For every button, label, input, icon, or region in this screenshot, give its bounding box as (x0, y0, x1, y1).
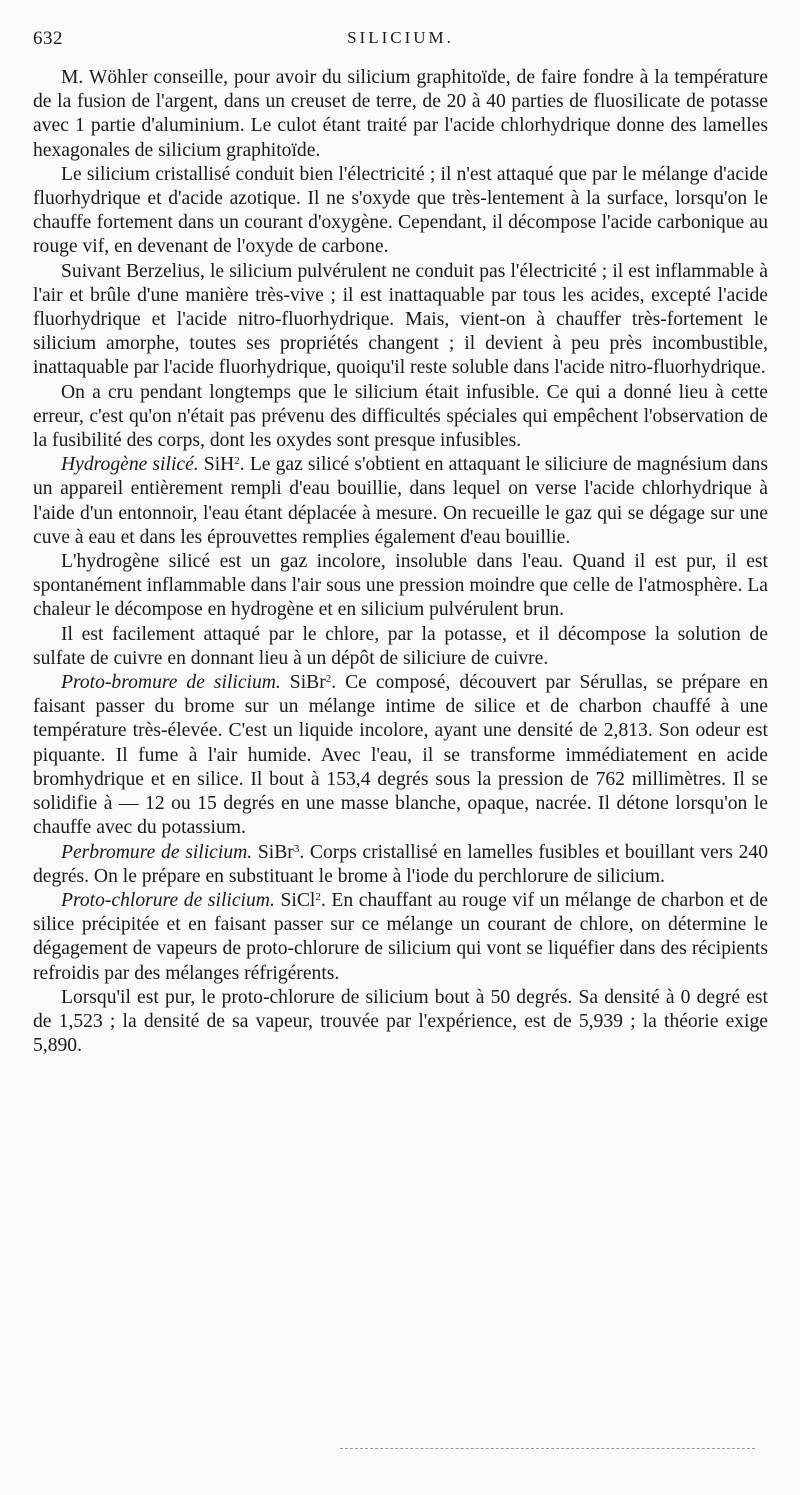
paragraph-proto-chlorure: Proto-chlorure de silicium. SiCl$^2$. En chauffant au rouge vif un mélange de charbon et de silice précipitée et en faisant passer sur ce mélange un courant de chlore, on détermine le dégagement de vapeurs de proto-chlorure de silicium qui vont se liquéfier dans des récipients refroidis par des mélanges réfrigérents. (33, 889, 768, 984)
body-text (33, 66, 768, 1058)
paragraph-berzelius: Suivant Berzelius, le silicium pulvérulent ne conduit pas l'électricité ; il est inflammable à l'air et brûle d'une manière très-vive ; il est inattaquable par tous les acides, excepté l'acide fluorhydrique et l'acide nitro-fluorhydrique. Mais, vient-on à chauffer très-fortement le silicium amorphe, toutes ses propriétés changent ; il devient à peu près incombustible, inattaquable par l'acide fluorhydrique, quoiqu'il reste soluble dans l'acide nitro-fluorhydrique. (33, 260, 768, 379)
formula: SiBr$^3$. (257, 841, 305, 863)
paragraph-chlore-attack: Il est facilement attaqué par le chlore, par la potasse, et il décompose la solution de sulfate de cuivre en donnant lieu à un dépôt de siliciure de cuivre. (33, 623, 768, 669)
footer-rule (340, 1448, 755, 1449)
section-heading: Hydrogène silicé. (61, 454, 199, 476)
formula: SiCl$^2$. (280, 889, 326, 911)
section-heading: Proto-bromure de silicium. (61, 672, 281, 694)
paragraph-conductivity: Le silicium cristallisé conduit bien l'électricité ; il n'est attaqué que par le mélange d'acide fluorhydrique et d'acide azotique. Il ne s'oxyde que très-lentement à la surface, lorsqu'on le chauffe fortement dans un courant d'oxygène. Cependant, il décompose l'acide carbonique au rouge vif, en devenant de l'oxyde de carbone. (33, 163, 768, 258)
paragraph-hydrogene-silice: Hydrogène silicé. SiH$^2$. Le gaz silicé s'obtient en attaquant le siliciure de magnésium dans un appareil entièrement rempli d'eau bouillie, dans lequel on verse l'acide chlorhydrique à l'aide d'un entonnoir, l'eau étant déplacée à mesure. On recueille le gaz qui se dégage sur une cuve à eau et dans les éprouvettes remplies également d'eau bouillie. (33, 454, 768, 548)
paragraph-wohler: M. Wöhler conseille, pour avoir du silicium graphitoïde, de faire fondre à la température de la fusion de l'argent, dans un creuset de terre, de 20 à 40 parties de fluosilicate de potasse avec 1 partie d'aluminium. Le culot étant traité par l'acide chlorhydrique donne des lamelles hexagonales de silicium graphitoïde. (33, 67, 768, 161)
page-header (33, 28, 768, 54)
section-heading: Proto-chlorure de silicium. (61, 889, 275, 911)
formula: SiBr$^2$. (289, 672, 337, 694)
paragraph-fusibility: On a cru pendant longtemps que le silicium était infusible. Ce qui a donné lieu à cette erreur, c'est qu'on n'était pas prévenu des difficultés spéciales qui empêchent l'observation de la fusibilité des corps, dont les oxydes sont presque infusibles. (33, 381, 768, 452)
section-heading: Perbromure de silicium. (61, 841, 253, 863)
running-title: SILICIUM. (347, 28, 454, 47)
page-number: 632 (33, 28, 63, 49)
paragraph-proto-bromure: Proto-bromure de silicium. SiBr$^2$. Ce composé, découvert par Sérullas, se prépare en faisant passer du brome sur un mélange intime de silice et de charbon chauffé à une température très-élevée. C'est un liquide incolore, ayant une densité de 2,813. Son odeur est piquante. Il fume à l'air humide. Avec l'eau, il se transforme immédiatement en acide bromhydrique et en silice. Il bout à 153,4 degrés sous la pression de 762 millimètres. Il se solidifie à — 12 ou 15 degrés en une masse blanche, opaque, nacrée. Il détone lorsqu'on le chauffe avec du potassium. (33, 672, 768, 839)
paragraph-proto-chlorure-properties: Lorsqu'il est pur, le proto-chlorure de silicium bout à 50 degrés. Sa densité à 0 degré est de 1,523 ; la densité de sa vapeur, trouvée par l'expérience, est de 5,939 ; la théorie exige 5,890. (33, 986, 768, 1057)
formula: SiH$^2$. (203, 454, 245, 476)
paragraph-hydrogene-properties: L'hydrogène silicé est un gaz incolore, insoluble dans l'eau. Quand il est pur, il est spontanément inflammable dans l'air sous une pression moindre que celle de l'atmosphère. La chaleur le décompose en hydrogène et en silicium pulvérulent brun. (33, 551, 768, 621)
paragraph-perbromure: Perbromure de silicium. SiBr$^3$. Corps cristallisé en lamelles fusibles et bouillant vers 240 degrés. On le prépare en substituant le brome à l'iode du perchlorure de silicium. (33, 841, 768, 887)
